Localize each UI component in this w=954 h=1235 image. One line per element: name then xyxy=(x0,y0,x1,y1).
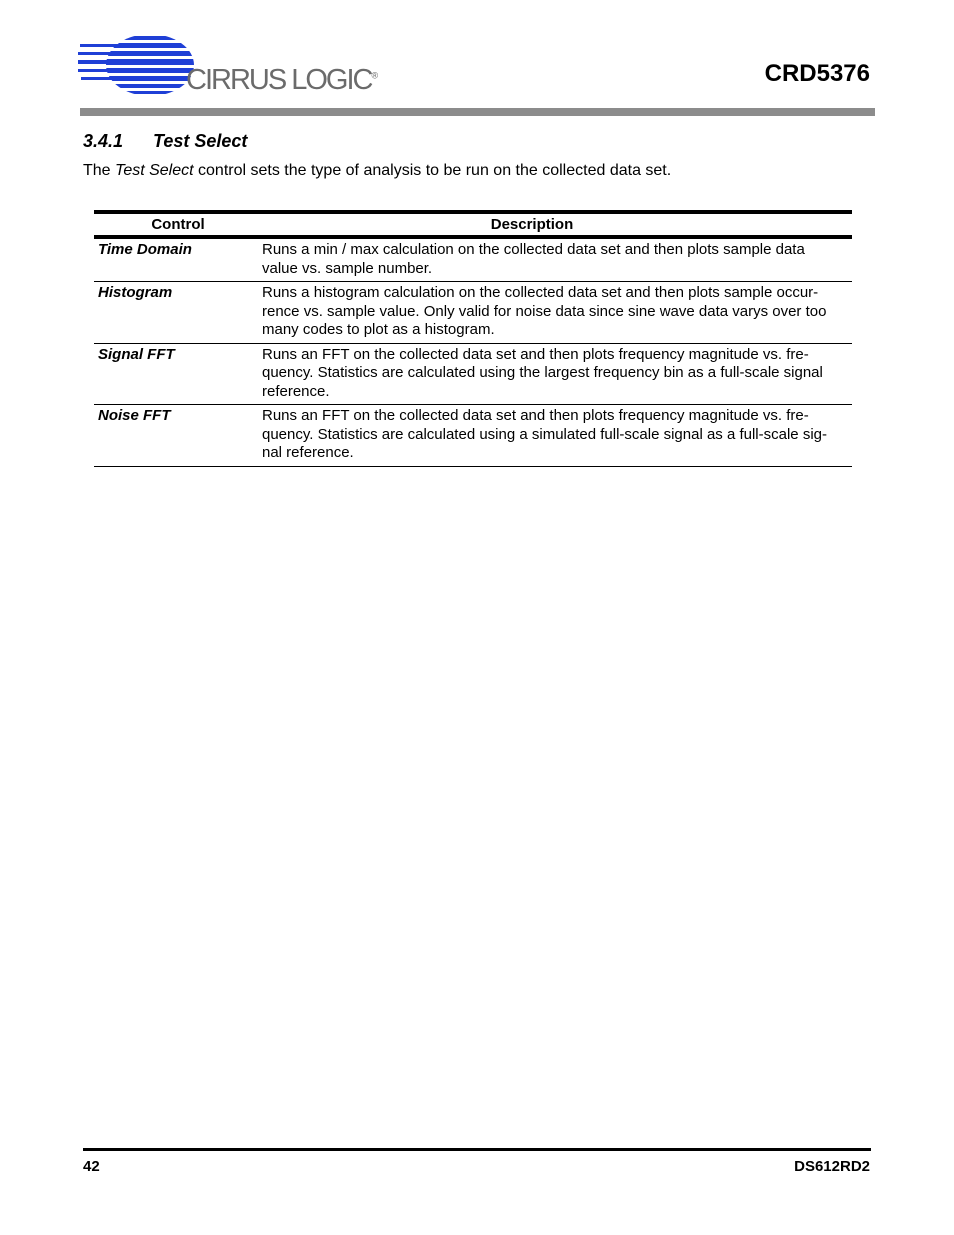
description-line: value vs. sample number. xyxy=(262,259,433,277)
control-name: Signal FFT xyxy=(98,345,175,363)
table-row xyxy=(94,405,852,467)
description-line: Runs an FFT on the collected data set and then plots frequency magnitude vs. fre- xyxy=(262,407,809,424)
logo-wordmark: CIRRUS LOGIC® xyxy=(186,64,379,96)
section-number: 3.4.1 xyxy=(83,131,124,151)
document-title: CRD5376 xyxy=(764,60,870,87)
test-select-table xyxy=(94,210,852,467)
company-logo xyxy=(78,32,378,102)
document-id: DS612RD2 xyxy=(794,1158,870,1175)
intro-paragraph: The Test Select control sets the type of analysis to be run on the collected data set. xyxy=(83,162,672,179)
logo-globe-icon xyxy=(78,32,198,102)
section-heading xyxy=(83,131,247,152)
intro-emphasis: Test Select xyxy=(115,162,194,179)
table-row xyxy=(94,344,852,406)
control-name: Noise FFT xyxy=(98,407,171,424)
control-name: Time Domain xyxy=(98,241,192,258)
header-divider xyxy=(80,108,875,116)
description-line: Runs a histogram calculation on the collected data set and then plots sample occur- xyxy=(262,284,819,301)
control-description xyxy=(262,346,852,402)
table-row xyxy=(94,282,852,344)
description-line: quency. Statistics are calculated using the largest frequency bin as a full-scale signal xyxy=(262,364,823,381)
page-number: 42 xyxy=(83,1158,100,1175)
control-description xyxy=(262,407,852,463)
description-line: Runs a min / max calculation on the collected data set and then plots sample data xyxy=(262,241,805,258)
header-description: Description xyxy=(490,216,574,233)
description-line: rence vs. sample value. Only valid for noise data since sine wave data varys over too xyxy=(262,302,827,320)
description-line: many codes to plot as a histogram. xyxy=(262,321,495,338)
control-description xyxy=(262,241,852,278)
description-line: nal reference. xyxy=(262,444,354,461)
table-body xyxy=(94,239,852,467)
control-description xyxy=(262,284,852,340)
section-title: Test Select xyxy=(153,131,248,151)
control-name: Histogram xyxy=(98,284,173,301)
description-line: quency. Statistics are calculated using a simulated full-scale signal as a full-scale sig- xyxy=(262,425,827,443)
description-line: reference. xyxy=(262,382,330,400)
description-line: Runs an FFT on the collected data set and then plots frequency magnitude vs. fre- xyxy=(262,345,809,363)
footer-divider xyxy=(83,1148,871,1151)
table-header xyxy=(94,210,852,239)
header-control: Control xyxy=(151,216,205,233)
table-row xyxy=(94,239,852,282)
